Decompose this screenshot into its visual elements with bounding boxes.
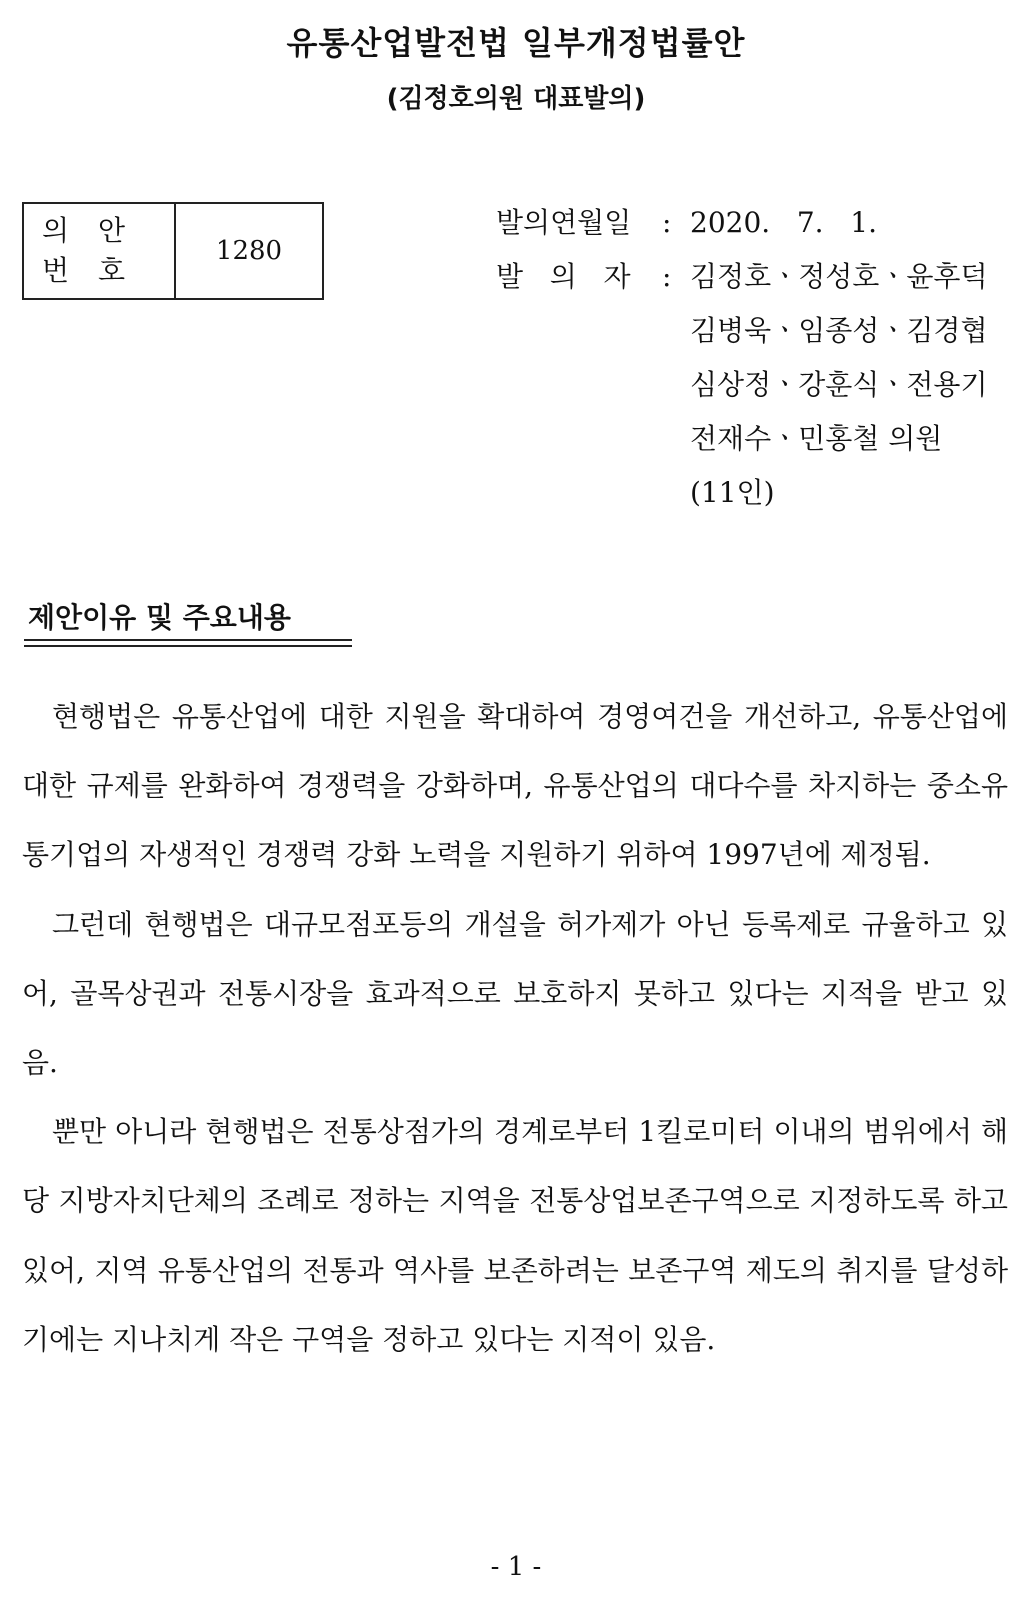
proposer-count: (11인): [690, 476, 775, 509]
bill-number-label-line2: 번 호: [42, 254, 135, 287]
proposer-names-line: 심상정ㆍ강훈식ㆍ전용기: [690, 368, 988, 401]
proposer-names-line: 김정호ㆍ정성호ㆍ윤후덕: [690, 260, 988, 293]
page-number: - 1 -: [490, 1552, 542, 1582]
bill-subtitle: (김정호의원 대표발의): [386, 84, 646, 114]
proposal-date-label: 발의연월일: [496, 206, 632, 239]
proposal-date-separator: :: [662, 206, 672, 239]
proposer-names-line: 전재수ㆍ민홍철 의원: [690, 422, 943, 455]
bill-number-label-line1: 의 안: [42, 214, 135, 247]
section-body: [22, 682, 1008, 1374]
body-paragraph: 뿐만 아니라 현행법은 전통상점가의 경계로부터 1킬로미터 이내의 범위에서 해당 지방자치단체의 조례로 정하는 지역을 전통상업보존구역으로 지정하도록 하고 있어, 지역 유통산업의 전통과 역사를 보존하려는 보존구역 제도의 취지를 달성하기에는 지나치게 작은 구역을 정하고 있다는 지적이 있음.: [22, 1115, 1008, 1356]
section-heading: 제안이유 및 주요내용: [28, 601, 291, 634]
body-paragraph: 그런데 현행법은 대규모점포등의 개설을 허가제가 아닌 등록제로 규율하고 있어, 골목상권과 전통시장을 효과적으로 보호하지 못하고 있다는 지적을 받고 있음.: [22, 907, 1008, 1080]
proposal-date-value: 2020. 7. 1.: [690, 206, 877, 239]
proposer-row: [496, 250, 1018, 304]
heading-underline: [24, 645, 352, 647]
proposer-names-line: 김병욱ㆍ임종성ㆍ김경협: [690, 314, 988, 347]
proposal-meta: [496, 196, 1018, 520]
bill-number-value: 1280: [215, 236, 283, 266]
proposal-date-row: [496, 196, 1018, 250]
bill-number-label: [24, 204, 176, 298]
proposer-label: 발 의 자: [496, 260, 631, 293]
body-paragraph: 현행법은 유통산업에 대한 지원을 확대하여 경영여건을 개선하고, 유통산업에 대한 규제를 완화하여 경쟁력을 강화하며, 유통산업의 대다수를 차지하는 중소유통기업의 자생적인 경쟁력 강화 노력을 지원하기 위하여 1997년에 제정됨.: [22, 700, 1008, 872]
heading-underline: [24, 639, 352, 641]
bill-title: 유통산업발전법 일부개정법률안: [286, 24, 746, 62]
proposer-separator: :: [662, 260, 672, 293]
bill-number-box: [22, 202, 324, 300]
